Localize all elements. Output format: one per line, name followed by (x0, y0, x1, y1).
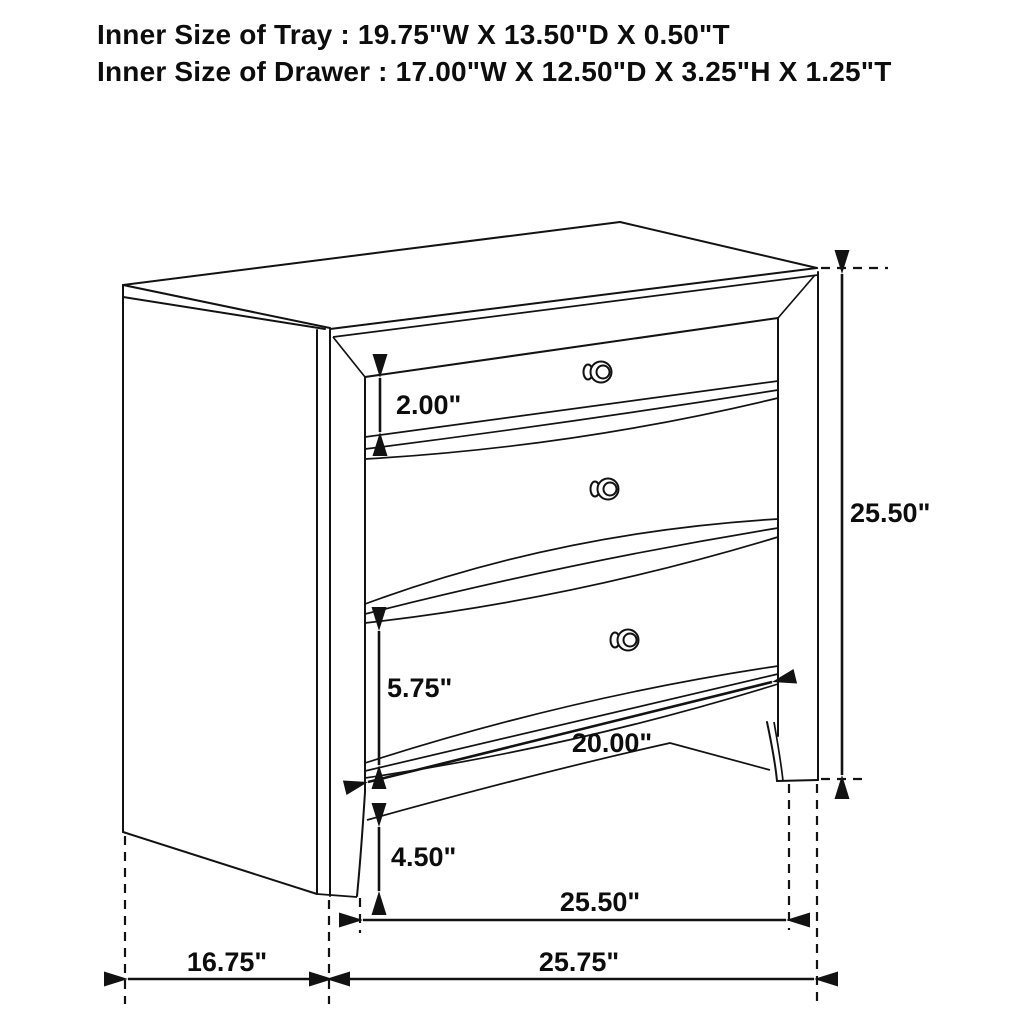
dim-label-front-base-width: 25.50" (559, 887, 641, 917)
dim-label-top-drawer-front-height: 2.00" (396, 390, 462, 420)
dim-bottom-drawer-front-height (379, 631, 452, 765)
right-leg-bottom-edge (777, 780, 818, 781)
drawer2-lip-curve-mid (365, 528, 778, 614)
dim-foot-height (379, 827, 456, 891)
drawer1-knob (584, 362, 612, 383)
dim-label-drawer-bottom-width: 20.00" (571, 728, 653, 758)
inner-size-drawer-text: Inner Size of Drawer : 17.00"W X 12.50"D X 3.25"H X 1.25"T (97, 56, 892, 87)
dim-top-drawer-front-height (380, 378, 461, 432)
frame-left-inner-edge (357, 377, 365, 896)
dim-overall-height (821, 268, 930, 779)
top-back-edge (123, 222, 620, 285)
drawer2-knob (591, 479, 619, 500)
top-front-edge-thickness (333, 275, 818, 337)
frame-left-miter (333, 337, 365, 377)
dim-label-overall-height: 25.50" (850, 498, 931, 528)
drawer-knobs (584, 362, 639, 651)
top-front-edge (330, 268, 817, 329)
frame-right-miter (778, 275, 815, 318)
drawer2-lip-curve-top (365, 519, 778, 604)
drawer3-knob (611, 630, 639, 651)
drawer2-lip-curve-bottom (365, 537, 778, 623)
top-surface (123, 222, 818, 337)
dim-side-depth (125, 836, 329, 1004)
dim-label-overall-width: 25.75" (538, 947, 620, 977)
side-bottom-edge (123, 832, 317, 894)
inner-size-tray-text: Inner Size of Tray : 19.75"W X 13.50"D X 0.50"T (97, 19, 730, 50)
apron-bottom-edge (367, 743, 770, 820)
drawer-opening-top-edge (365, 318, 778, 377)
side-panel (123, 285, 357, 897)
top-right-edge (620, 222, 817, 268)
nightstand-drawing (123, 222, 818, 897)
top-left-edge (123, 285, 330, 328)
dim-label-foot-height: 4.50" (391, 842, 457, 872)
side-top-edge (123, 297, 325, 329)
dim-label-bottom-drawer-front-height: 5.75" (387, 673, 453, 703)
dim-label-side-depth: 16.75" (186, 947, 268, 977)
front-foot-bottom-edge (317, 894, 357, 897)
front-frame (330, 272, 818, 896)
drawer-fronts (365, 381, 778, 778)
